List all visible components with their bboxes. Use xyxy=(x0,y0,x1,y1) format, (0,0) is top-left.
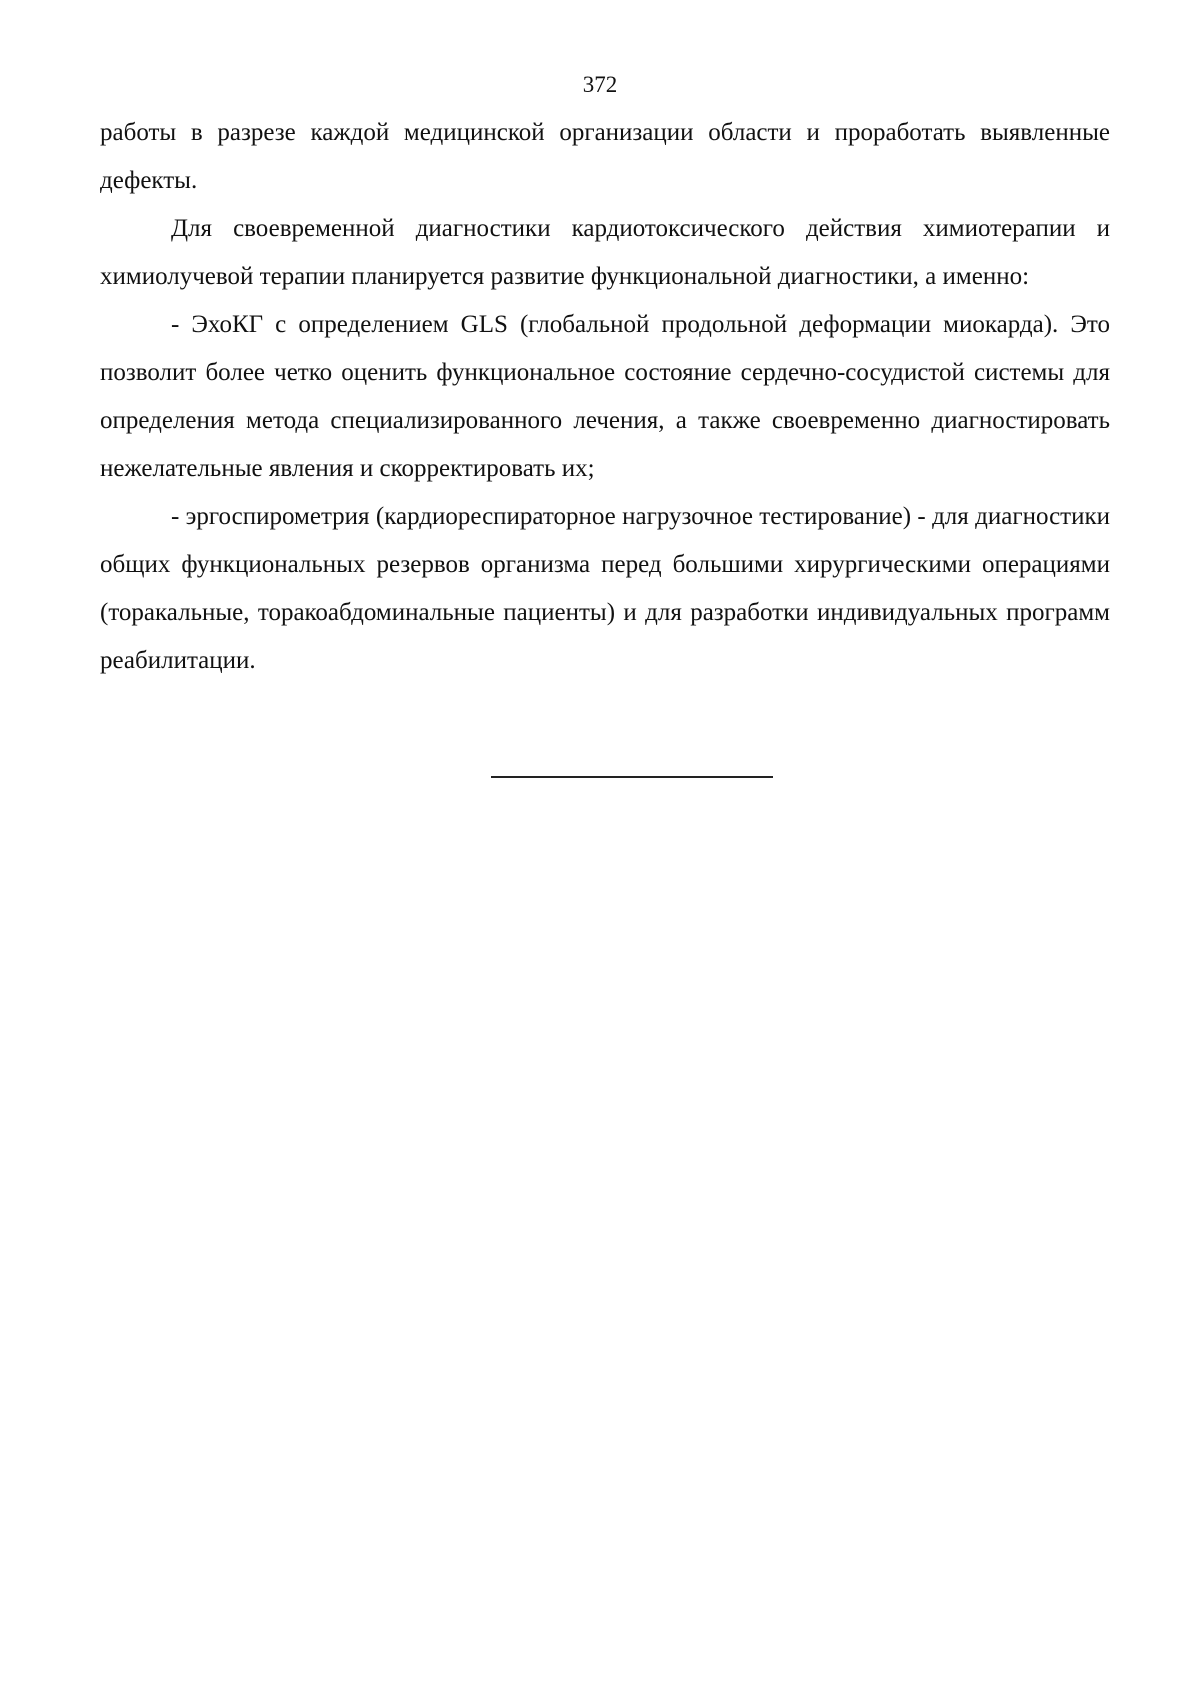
paragraph-diagnostics-plan: Для своевременной диагностики кардиотоксического действия химиотерапии и химиолучевой терапии планируется развитие функциональной диагностики, а именно: xyxy=(100,215,1110,290)
page-number: 372 xyxy=(582,72,618,97)
document-body xyxy=(100,109,1110,685)
end-of-section-rule xyxy=(491,776,773,778)
list-item-ergospirometry: - эргоспирометрия (кардиореспираторное нагрузочное тестирование) - для диагностики общих функциональных резервов организма перед большими хирургическими операциями (торакальные, торакоабдоминальные пациенты) и для разработки индивидуальных программ реабилитации. xyxy=(100,503,1110,674)
list-item-echocardiography: - ЭхоКГ с определением GLS (глобальной продольной деформации миокарда). Это позволит более четко оценить функциональное состояние сердечно-сосудистой системы для определения метода специализированного лечения, а также своевременно диагностировать нежелательные явления и скорректировать их; xyxy=(100,311,1110,482)
paragraph-continuation: работы в разрезе каждой медицинской организации области и проработать выявленные дефекты. xyxy=(100,119,1110,194)
